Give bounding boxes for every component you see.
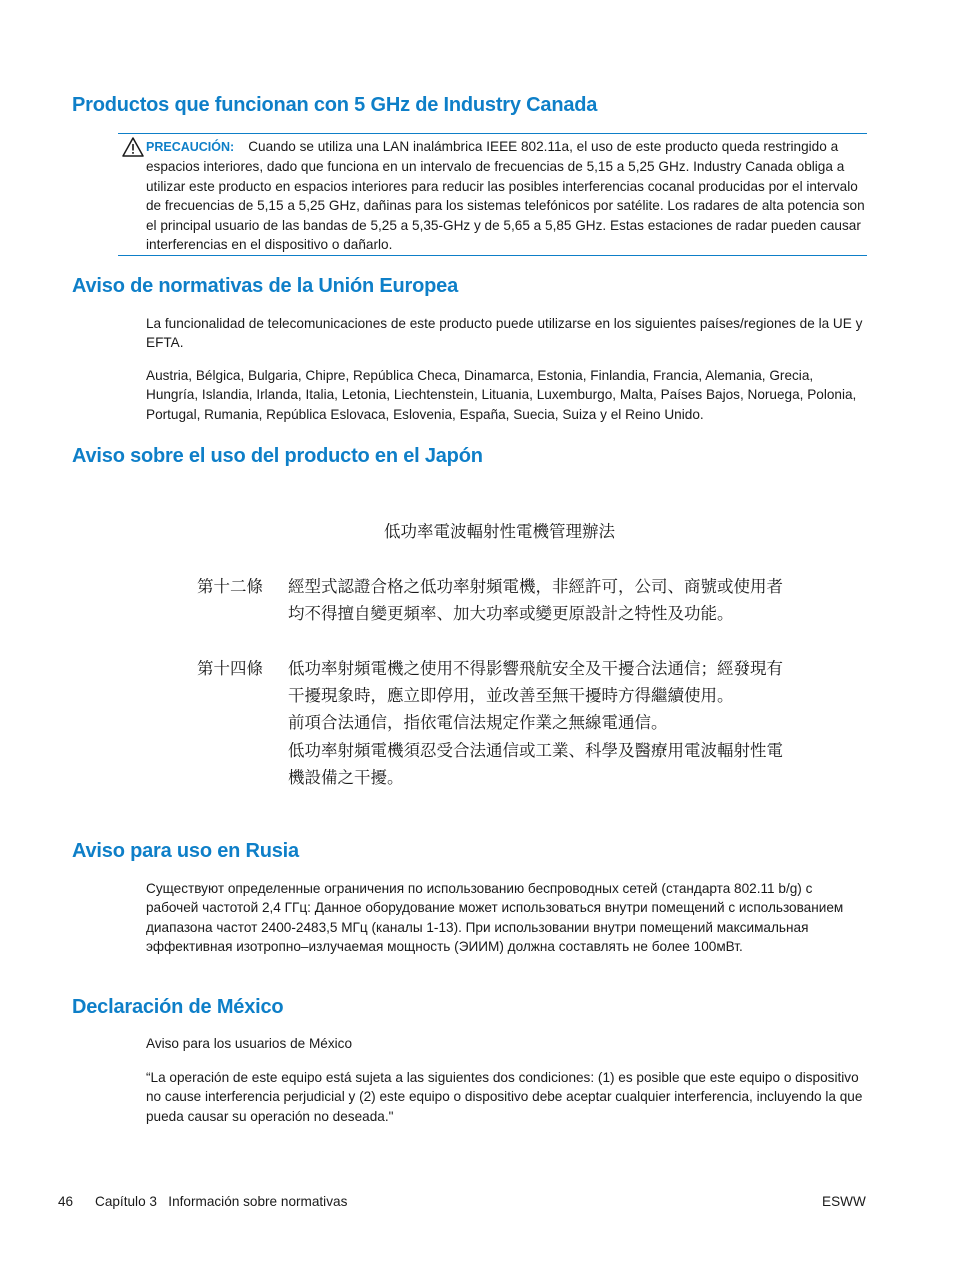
caution-box xyxy=(118,133,867,256)
footer-chapter: Capítulo 3 Información sobre normativas xyxy=(95,1194,348,1209)
article-12-line: 均不得擅自變更頻率、加大功率或變更原設計之特性及功能。 xyxy=(288,604,734,623)
heading-mexico: Declaración de México xyxy=(72,996,284,1018)
eu-paragraph-1: La funcionalidad de telecomunicaciones de este producto puede utilizarse en los siguientes países/regiones de la UE y EFTA. xyxy=(146,316,863,351)
warning-triangle-icon xyxy=(122,137,144,157)
heading-eu: Aviso de normativas de la Unión Europea xyxy=(72,275,458,297)
footer-code: ESWW xyxy=(822,1194,866,1209)
article-14-line: 前項合法通信，指依電信法規定作業之無線電通信。 xyxy=(288,713,668,732)
article-12-number: 第十二條 xyxy=(197,577,263,596)
article-14-line: 機設備之干擾。 xyxy=(288,768,404,787)
article-14-line: 低功率射頻電機之使用不得影響飛航安全及干擾合法通信；經發現有 xyxy=(288,659,783,678)
article-14-line: 干擾現象時，應立即停用，並改善至無干擾時方得繼續使用。 xyxy=(288,686,734,705)
article-14-line: 低功率射頻電機須忍受合法通信或工業、科學及醫療用電波輻射性電 xyxy=(288,741,783,760)
russia-paragraph: Существуют определенные ограничения по использованию беспроводных сетей (стандарта 802.11 b/g) с рабочей частотой 2,4 ГГц: Данное оборудование может использоваться внутри помещений с использованием диапазона частот 2400-2483,5 МГц (каналы 1-13). При использовании внутри помещений максимальная эффективная изотропно–излучаемая мощность (ЭИИМ) должна составлять не более 100мВт. xyxy=(146,881,844,955)
caution-paragraph xyxy=(146,137,868,254)
caution-body: Cuando se utiliza una LAN inalámbrica IEEE 802.11a, el uso de este producto queda restringido a espacios interiores, dado que funciona en un intervalo de frecuencias de 5,15 a 5,25 GHz. Industry Canada obliga a utilizar este producto en espacios interiores para reducir las posibles interferencias cocanal producidas por el intervalo de frecuencias de 5,15 a 5,25 GHz, dañinas para los sistemas telefónicos por satélite. Los radares de alta potencia son el principal usuario de las bandas de 5,25 a 5,35-GHz y de 5,65 a 5,85 GHz. Estas estaciones de radar pueden causar interferencias en el dispositivo o dañarlo. xyxy=(146,139,865,253)
mexico-paragraph-2: “La operación de este equipo está sujeta a las siguientes dos condiciones: (1) es posible que este equipo o dispositivo no cause interferencia perjudicial y (2) este equipo o dispositivo debe aceptar cualquier interferencia, incluyendo la que pueda causar su operación no deseada." xyxy=(146,1070,863,1124)
heading-russia: Aviso para uso en Rusia xyxy=(72,840,299,862)
article-14-number: 第十四條 xyxy=(197,659,263,678)
mexico-paragraph-1: Aviso para los usuarios de México xyxy=(146,1036,353,1051)
caution-label: PRECAUCIÓN: xyxy=(146,140,235,154)
heading-japan: Aviso sobre el uso del producto en el Japón xyxy=(72,445,483,467)
heading-canada: Productos que funcionan con 5 GHz de Industry Canada xyxy=(72,94,598,116)
japan-regulation-title: 低功率電波輻射性電機管理辦法 xyxy=(384,522,615,541)
article-12-line: 經型式認證合格之低功率射頻電機，非經許可，公司、商號或使用者 xyxy=(288,577,783,596)
eu-paragraph-2: Austria, Bélgica, Bulgaria, Chipre, República Checa, Dinamarca, Estonia, Finlandia, Francia, Alemania, Grecia, Hungría, Islandia, Irlanda, Italia, Letonia, Liechtenstein, Lituania, Luxemburgo, Malta, Países Bajos, Noruega, Polonia, Portugal, Rumania, República Eslovaca, Eslovenia, España, Suecia, Suiza y el Reino Unido. xyxy=(146,368,857,422)
footer-page-number: 46 xyxy=(58,1194,74,1209)
